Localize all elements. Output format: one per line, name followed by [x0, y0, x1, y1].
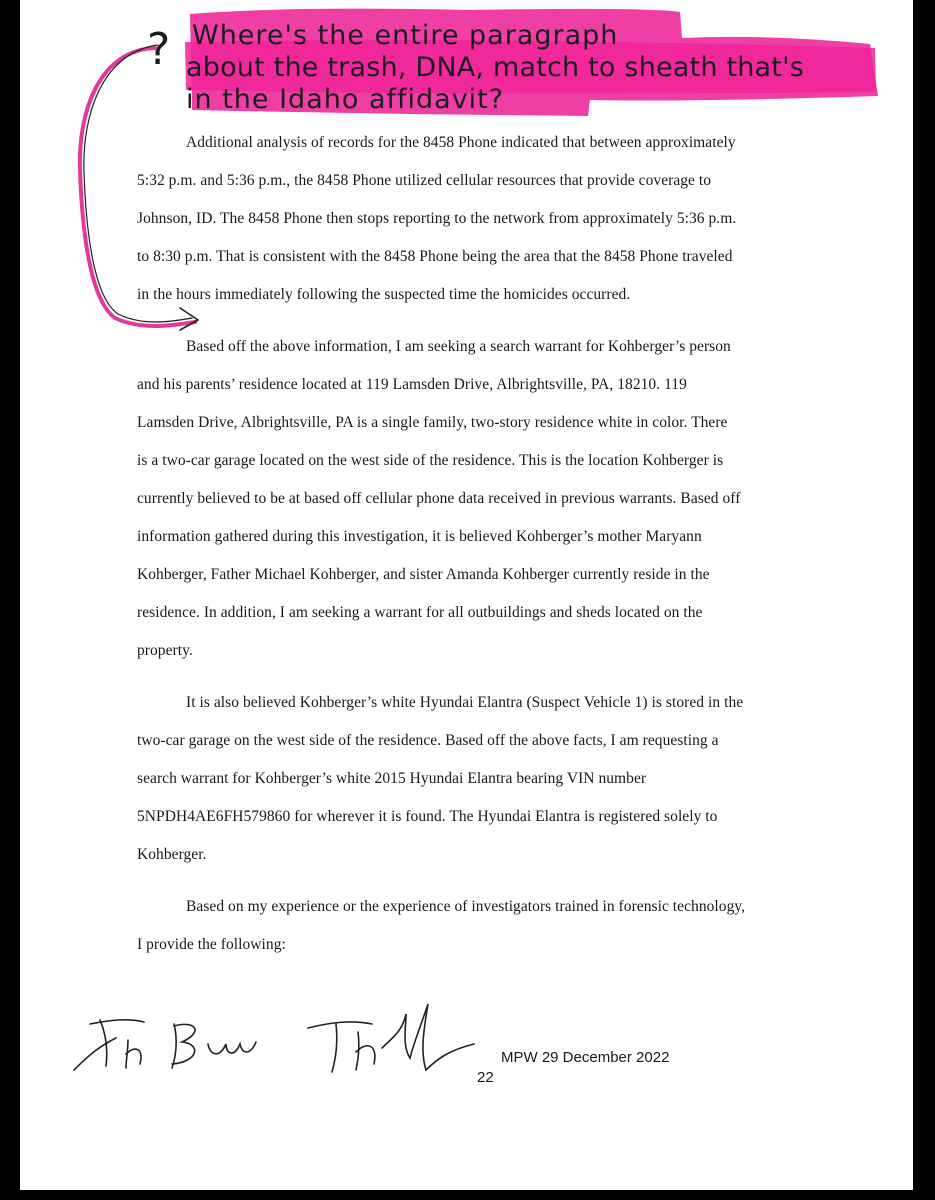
text-line: property. — [137, 642, 193, 659]
text-line: information gathered during this investigation, it is believed Kohberger’s mother Maryann — [137, 528, 702, 545]
text-line: It is also believed Kohberger’s white Hyundai Elantra (Suspect Vehicle 1) is stored in the — [186, 694, 744, 711]
text-line: search warrant for Kohberger’s white 2015 Hyundai Elantra bearing VIN number — [137, 770, 647, 787]
signature-initials-1 — [70, 1010, 270, 1080]
text-line: in the hours immediately following the suspected time the homicides occurred. — [137, 286, 631, 303]
text-line: Based on my experience or the experience of investigators trained in forensic technology, — [186, 898, 746, 915]
text-line: residence. In addition, I am seeking a warrant for all outbuildings and sheds located on the — [137, 604, 703, 621]
date-stamp: MPW 29 December 2022 — [501, 1049, 670, 1066]
document-page — [20, 0, 913, 1190]
text-line: 5NPDH4AE6FH579860 for wherever it is found. The Hyundai Elantra is registered solely to — [137, 808, 718, 825]
text-line: two-car garage on the west side of the residence. Based off the above facts, I am requesting a — [137, 732, 719, 749]
text-line: is a two-car garage located on the west side of the residence. This is the location Kohberger is — [137, 452, 724, 469]
page-number: 22 — [477, 1069, 494, 1086]
annotation-line-3: in the Idaho affidavit? — [186, 84, 505, 115]
annotation-line-2: about the trash, DNA, match to sheath that's — [186, 52, 804, 83]
text-line: Kohberger, Father Michael Kohberger, and sister Amanda Kohberger currently reside in the — [137, 566, 710, 583]
text-line: 5:32 p.m. and 5:36 p.m., the 8458 Phone utilized cellular resources that provide coverage to — [137, 172, 712, 189]
text-line: currently believed to be at based off cellular phone data received in previous warrants. Based off — [137, 490, 741, 507]
text-line: Kohberger. — [137, 846, 207, 863]
text-line: I provide the following: — [137, 936, 286, 953]
question-mark: ? — [147, 24, 171, 75]
text-line: Additional analysis of records for the 8458 Phone indicated that between approximately — [186, 134, 736, 151]
text-line: Based off the above information, I am seeking a search warrant for Kohberger’s person — [186, 338, 731, 355]
text-line: to 8:30 p.m. That is consistent with the 8458 Phone being the area that the 8458 Phone traveled — [137, 248, 733, 265]
text-line: Lamsden Drive, Albrightsville, PA is a single family, two-story residence white in color. There — [137, 414, 728, 431]
handwritten-annotation — [20, 0, 913, 200]
text-line: Johnson, ID. The 8458 Phone then stops reporting to the network from approximately 5:36 p.m. — [137, 210, 737, 227]
text-line: and his parents’ residence located at 119 Lamsden Drive, Albrightsville, PA, 18210. 119 — [137, 376, 687, 393]
signature-initials-2 — [302, 998, 492, 1083]
annotation-line-1: Where's the entire paragraph — [192, 20, 619, 51]
